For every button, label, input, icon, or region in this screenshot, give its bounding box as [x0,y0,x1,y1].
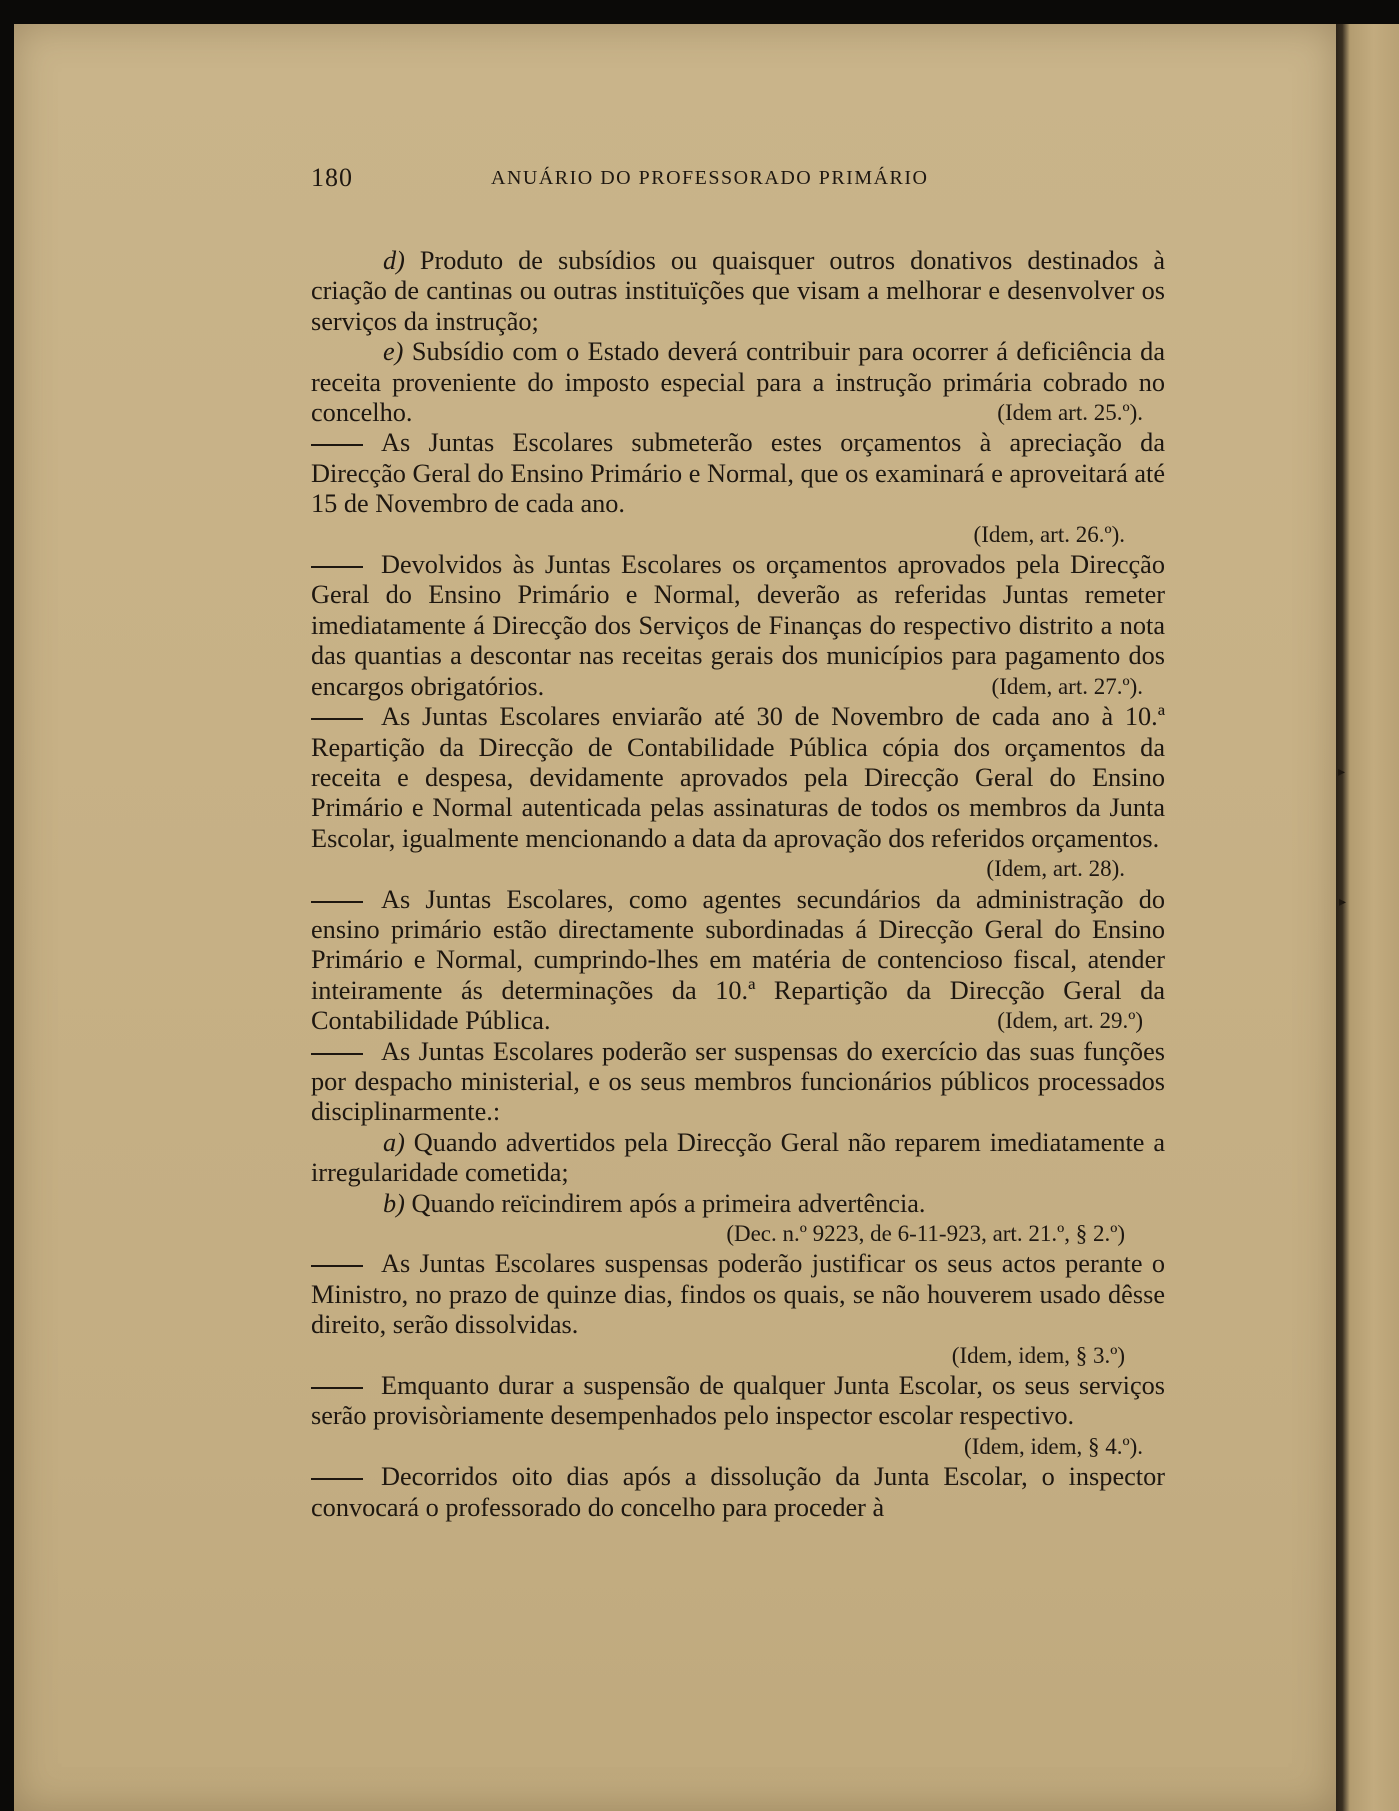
clause-b [311,1189,1165,1250]
em-dash-rule [311,1387,363,1389]
running-title: ANUÁRIO DO PROFESSORADO PRIMÁRIO [491,167,929,189]
page-number: 180 [311,163,353,192]
article-21 [311,1037,1165,1128]
paragraph-4 [311,1371,1165,1459]
em-dash-rule [311,566,363,568]
paragraph-text: As Juntas Escolares, como agentes secundários da administração do ensino primário estão directamente subordinadas á Direcção Geral do Ensino Primário e Normal, cumprindo-lhes em matéria de contencioso fiscal, atender inteiramente ás determinações da 10.ª Repartição da Direcção Geral da Contabilidade Pública. [311,884,1165,1036]
article-27 [311,550,1165,702]
clause-text: Quando advertidos pela Direcção Geral não reparem imediatamente a irregularidade cometida; [311,1127,1165,1188]
clause-marker: a) [383,1127,405,1157]
citation: (Idem, art. 28). [986,856,1125,882]
paragraph-3 [311,1249,1165,1371]
clause-text: Subsídio com o Estado deverá contribuir para ocorrer á deficiência da receita proveniente do imposto especial para a instrução primária cobrado no concelho. [311,337,1165,428]
citation: (Idem, art. 27.º). [991,673,1143,699]
citation: (Idem, art. 26.º). [973,521,1125,547]
paragraph-text: Emquanto durar a suspensão de qualquer Junta Escolar, os seus serviços serão provisòriamente desempenhados pelo inspector escolar respectivo. [311,1371,1165,1431]
page-edge-mark: ▸ [1339,895,1347,910]
article-29 [311,885,1165,1037]
citation: (Idem, art. 29.º) [997,1008,1143,1034]
paragraph-text: As Juntas Escolares poderão ser suspensas do exercício das suas funções por despacho ministerial, e os seus membros funcionários públicos processados disciplinarmente.: [311,1036,1165,1127]
paragraph-5 [311,1462,1165,1523]
page-body [311,246,1165,1523]
page-edge-mark: ▸ [1338,765,1346,780]
citation: (Idem, idem, § 4.º). [964,1433,1143,1459]
citation: (Idem art. 25.º). [997,400,1143,426]
paragraph-text: As Juntas Escolares enviarão até 30 de Novembro de cada ano à 10.ª Repartição da Direcção de Contabilidade Pública cópia dos orçamentos da receita e despesa, devidamente aprovados pela Direcção Geral do Ensino Primário e Normal autenticada pelas assinaturas de todos os membros da Junta Escolar, igualmente mencionando a data da aprovação dos referidos orçamentos. [311,702,1165,853]
paragraph-text: Decorridos oito dias após a dissolução da Junta Escolar, o inspector convocará o professorado do concelho para proceder à [311,1462,1165,1522]
article-28 [311,702,1165,884]
clause-e [311,337,1165,428]
citation: (Dec. n.º 9223, de 6-11-923, art. 21.º, § 2.º) [726,1221,1125,1246]
em-dash-rule [311,1053,363,1055]
citation: (Idem, idem, § 3.º) [951,1342,1125,1368]
em-dash-rule [311,1265,363,1267]
clause-marker: b) [383,1188,405,1218]
paragraph-text: As Juntas Escolares suspensas poderão justificar os seus actos perante o Ministro, no prazo de quinze dias, findos os quais, se não houverem usado dêsse direito, serão dissolvidas. [311,1249,1165,1340]
clause-marker: e) [383,337,404,367]
em-dash-rule [311,901,363,903]
running-header [311,163,1161,193]
paragraph-text: Devolvidos às Juntas Escolares os orçamentos aprovados pela Direcção Geral do Ensino Primário e Normal, deverão as referidas Juntas remeter imediatamente á Direcção dos Serviços de Finanças do respectivo distrito a nota das quantias a descontar nas receitas gerais dos municípios para pagamento dos encargos obrigatórios. [311,550,1165,701]
clause-d [311,246,1165,337]
adjacent-page-edge [1336,24,1399,1811]
paragraph-text: As Juntas Escolares submeterão estes orçamentos à apreciação da Direcção Geral do Ensino Primário e Normal, que os examinará e aproveitará até 15 de Novembro de cada ano. [311,428,1165,519]
clause-a [311,1128,1165,1189]
clause-marker: d) [383,246,405,275]
clause-text: Produto de subsídios ou quaisquer outros donativos destinados à criação de cantinas ou outras instituïções que visam a melhorar e desenvolver os serviços da instrução; [311,246,1165,336]
article-26 [311,428,1165,550]
clause-text: Quando reïcindirem após a primeira advertência. [411,1188,926,1218]
em-dash-rule [311,718,363,720]
em-dash-rule [311,1478,363,1480]
em-dash-rule [311,444,363,446]
